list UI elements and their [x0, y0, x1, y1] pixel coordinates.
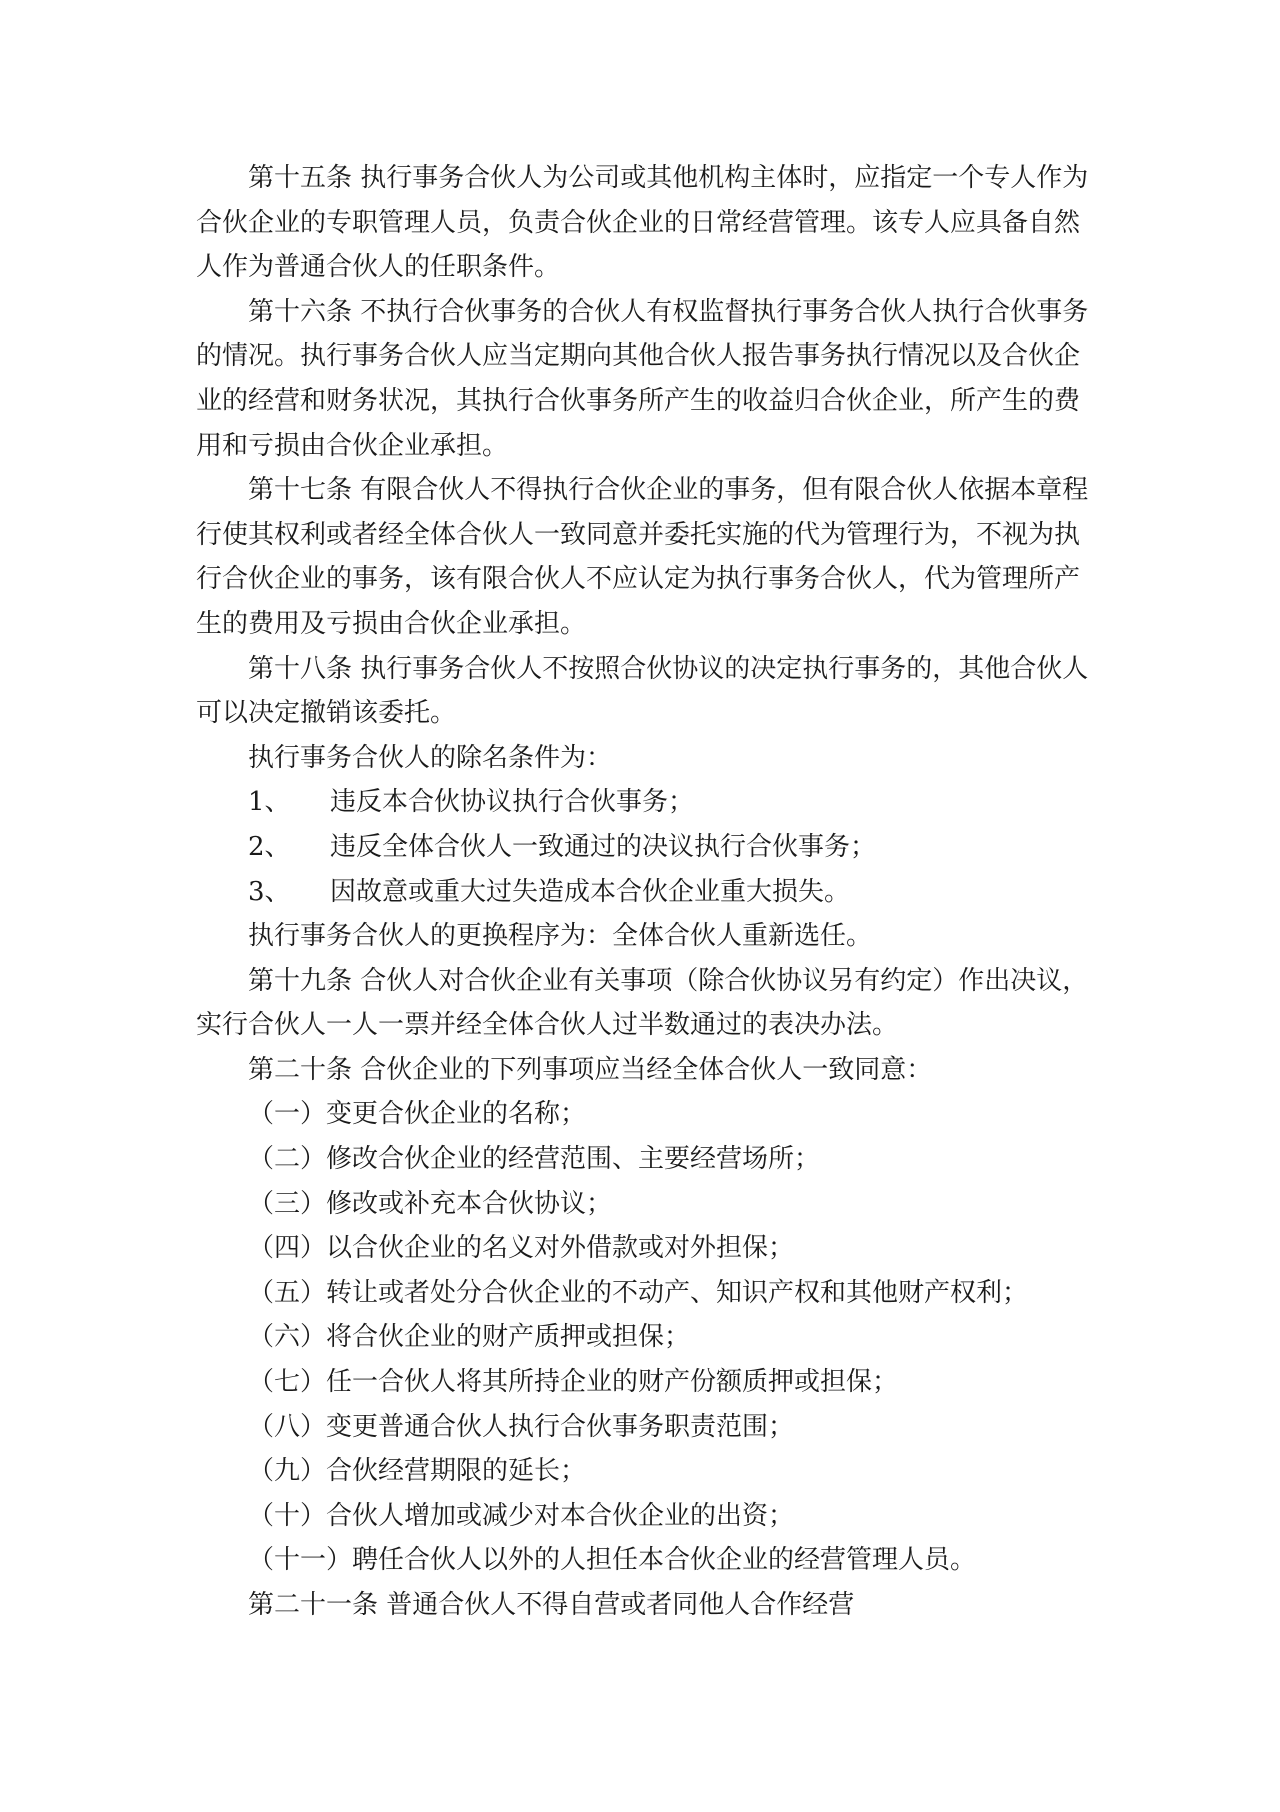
- list-text: 因故意或重大过失造成本合伙企业重大损失。: [330, 876, 851, 907]
- list-number: 1、: [248, 787, 291, 818]
- paragraph-line: 第十七条 有限合伙人不得执行合伙企业的事务，但有限合伙人依据本章程: [248, 475, 1089, 506]
- list-item: （六）将合伙企业的财产质押或担保；: [248, 1322, 691, 1353]
- paragraph-line: 第十九条 合伙人对合伙企业有关事项（除合伙协议另有约定）作出决议，: [248, 965, 1089, 996]
- paragraph-line: 用和亏损由合伙企业承担。: [196, 430, 509, 461]
- paragraph-line: 生的费用及亏损由合伙企业承担。: [196, 608, 587, 639]
- article-21: [196, 1583, 1096, 1628]
- article-17: [196, 468, 1096, 646]
- article-20-intro: 第二十条 合伙企业的下列事项应当经全体合伙人一致同意：: [248, 1054, 933, 1085]
- paragraph-line: 第十六条 不执行合伙事务的合伙人有权监督执行事务合伙人执行合伙事务: [248, 296, 1089, 327]
- article-19: [196, 959, 1096, 1048]
- list-item: [196, 780, 1096, 825]
- list-item: （一）变更合伙企业的名称；: [248, 1099, 587, 1130]
- article-15: [196, 156, 1096, 290]
- paragraph-line: 行使其权利或者经全体合伙人一致同意并委托实施的代为管理行为，不视为执: [196, 519, 1081, 550]
- list-item: （七）任一合伙人将其所持企业的财产份额质押或担保；: [248, 1367, 899, 1398]
- list-item: （二）修改合伙企业的经营范围、主要经营场所；: [248, 1144, 821, 1175]
- list-item: （九）合伙经营期限的延长；: [248, 1456, 587, 1487]
- list-item: （五）转让或者处分合伙企业的不动产、知识产权和其他财产权利；: [248, 1277, 1029, 1308]
- paragraph-line: 业的经营和财务状况，其执行合伙事务所产生的收益归合伙企业，所产生的费: [196, 385, 1081, 416]
- document-page: [196, 156, 1096, 1628]
- paragraph-line: 行合伙企业的事务，该有限合伙人不应认定为执行事务合伙人，代为管理所产: [196, 564, 1081, 595]
- paragraph-line: 可以决定撤销该委托。: [196, 698, 457, 729]
- list-item: （十一）聘任合伙人以外的人担任本合伙企业的经营管理人员。: [248, 1545, 977, 1576]
- list-number: 2、: [248, 831, 291, 862]
- paragraph-line: 人作为普通合伙人的任职条件。: [196, 252, 561, 283]
- list-item: （三）修改或补充本合伙协议；: [248, 1188, 613, 1219]
- paragraph-line: 实行合伙人一人一票并经全体合伙人过半数通过的表决办法。: [196, 1010, 899, 1041]
- article-18: [196, 647, 1096, 959]
- list-item: （十）合伙人增加或减少对本合伙企业的出资；: [248, 1500, 795, 1531]
- replacement-procedure: 执行事务合伙人的更换程序为：全体合伙人重新选任。: [248, 921, 873, 952]
- list-text: 违反本合伙协议执行合伙事务；: [330, 787, 695, 818]
- paragraph-line: 合伙企业的专职管理人员，负责合伙企业的日常经营管理。该专人应具备自然: [196, 207, 1081, 238]
- paragraph-line: 第十八条 执行事务合伙人不按照合伙协议的决定执行事务的，其他合伙人: [248, 653, 1089, 684]
- paragraph-line: 第十五条 执行事务合伙人为公司或其他机构主体时，应指定一个专人作为: [248, 163, 1089, 193]
- list-text: 违反全体合伙人一致通过的决议执行合伙事务；: [330, 831, 877, 862]
- article-20: [196, 1048, 1096, 1583]
- list-number: 3、: [248, 876, 291, 907]
- list-item: [196, 870, 1096, 915]
- list-item: （四）以合伙企业的名义对外借款或对外担保；: [248, 1233, 795, 1264]
- removal-intro: 执行事务合伙人的除名条件为：: [248, 742, 613, 773]
- paragraph-line: 第二十一条 普通合伙人不得自营或者同他人合作经营: [248, 1590, 855, 1620]
- article-16: [196, 290, 1096, 468]
- list-item: [196, 825, 1096, 870]
- paragraph-line: 的情况。执行事务合伙人应当定期向其他合伙人报告事务执行情况以及合伙企: [196, 341, 1081, 372]
- list-item: （八）变更普通合伙人执行合伙事务职责范围；: [248, 1411, 795, 1442]
